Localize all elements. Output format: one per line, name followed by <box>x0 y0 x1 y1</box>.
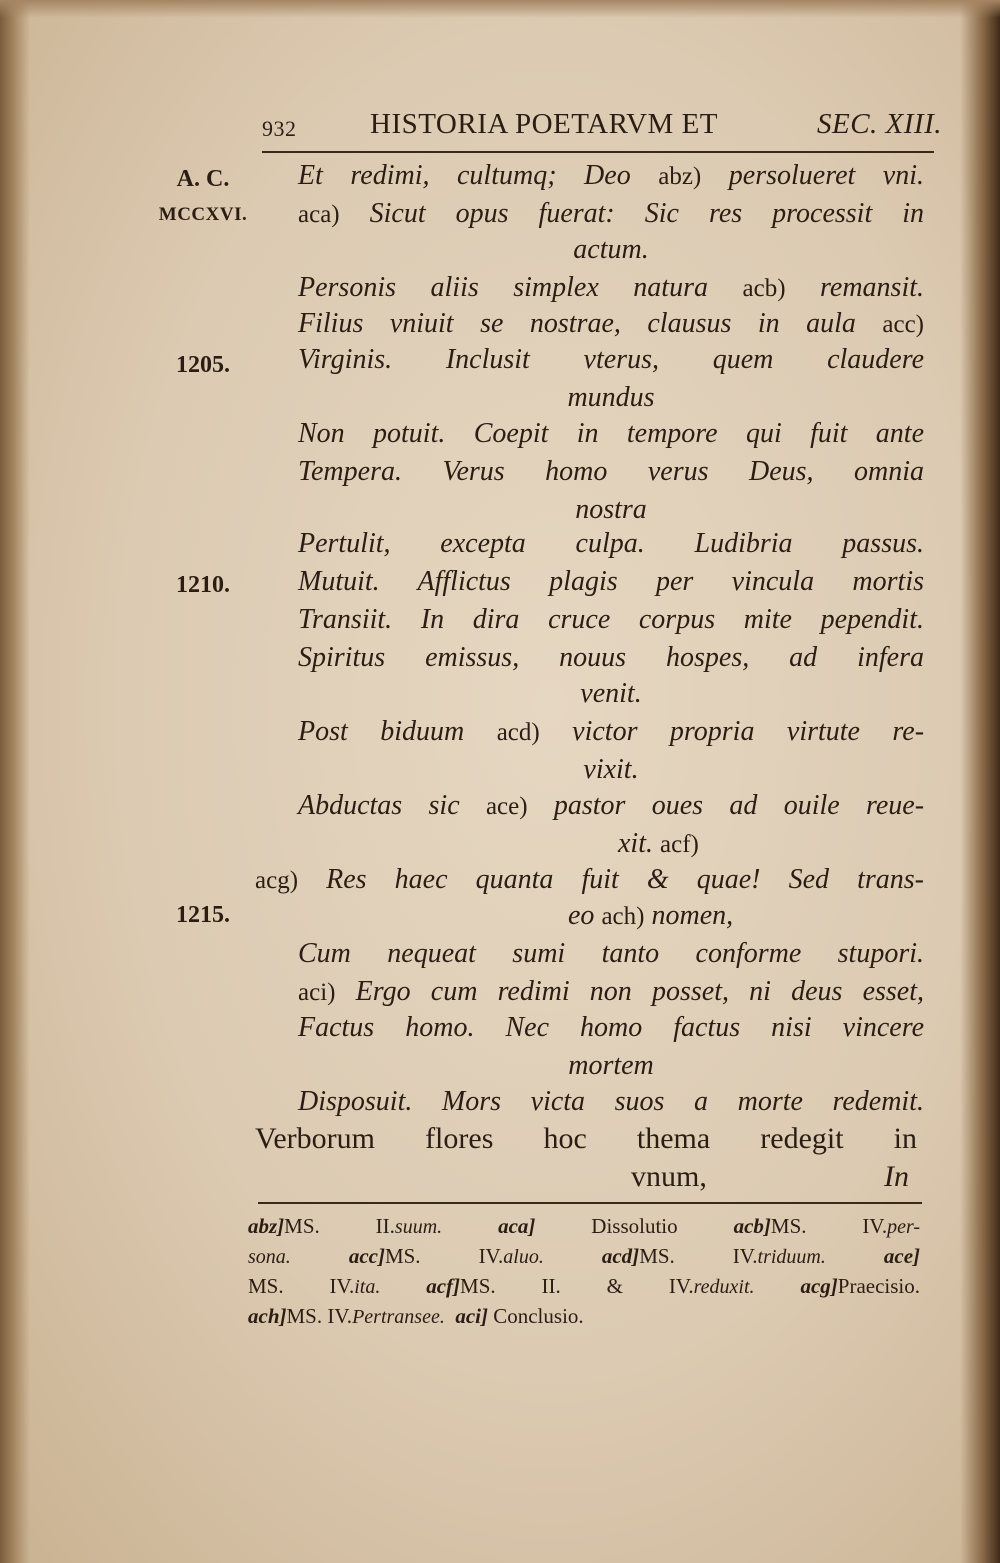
verse-line: Personis aliis simplex natura acb) remansit. <box>298 272 925 303</box>
footnote-line: sona. acc]MS. IV.aluo. acd]MS. IV.triduum. ace] <box>248 1244 921 1268</box>
runover-word: vnum, <box>631 1160 707 1193</box>
verse-line-runover: actum. <box>573 234 649 265</box>
verse-line-runover: venit. <box>580 678 642 709</box>
page-number: 932 <box>262 116 297 141</box>
footnote-line: MS. IV.ita. acf]MS. II. & IV.reduxit. acg]Praecisio. <box>248 1274 921 1298</box>
verse-line: acg) Res haec quanta fuit & quae! Sed trans- <box>255 864 924 895</box>
verse-line: Post biduum acd) victor propria virtute re- <box>298 716 925 747</box>
header-rule <box>262 151 934 153</box>
verse-line: Et redimi, cultumq; Deo abz) persolueret vni. <box>298 160 925 191</box>
verse-line: Cum nequeat sumi tanto conforme stupori. <box>298 938 924 969</box>
verse-line: Spiritus emissus, nouus hospes, ad infera <box>298 642 924 673</box>
verse-line: Mutuit. Afflictus plagis per vincula mortis <box>298 566 924 597</box>
page-edge-left-shadow <box>0 0 30 1563</box>
verse-line-runover: xit. acf) <box>618 828 699 859</box>
page-edge-right-shadow <box>960 0 1000 1563</box>
footnote-line: abz]MS. II.suum. aca] Dissolutio acb]MS. IV.per- <box>248 1214 921 1238</box>
verse-line: Disposuit. Mors victa suos a morte redemit. <box>298 1086 924 1117</box>
verse-line: Transiit. In dira cruce corpus mite pependit. <box>298 604 924 635</box>
running-title: HISTORIA POETARVM ET <box>370 108 719 140</box>
verse-line: Factus homo. Nec homo factus nisi vincere <box>298 1012 924 1043</box>
catchword: In <box>884 1160 909 1193</box>
verse-line: Tempera. Verus homo verus Deus, omnia <box>298 456 924 487</box>
verse-line: Non potuit. Coepit in tempore qui fuit ante <box>298 418 924 449</box>
page-edge-top-shadow <box>0 0 1000 18</box>
verse-line-runover: vixit. <box>583 754 639 785</box>
verse-line: Abductas sic ace) pastor oues ad ouile reue- <box>298 790 925 821</box>
margin-line-number-1210: 1210. <box>176 572 230 598</box>
footnote-line: ach]MS. IV.Pertransee. aci] Conclusio. <box>248 1304 584 1328</box>
verse-line: Virginis. Inclusit vterus, quem claudere <box>298 344 924 375</box>
prose-line: Verborum flores hoc thema redegit in <box>255 1122 917 1155</box>
margin-line-number-1215: 1215. <box>176 902 230 928</box>
verse-line: Pertulit, excepta culpa. Ludibria passus. <box>298 528 924 559</box>
running-header <box>262 108 942 148</box>
verse-line: Filius vniuit se nostrae, clausus in aula acc) <box>298 308 924 339</box>
verse-line: aca) Sicut opus fuerat: Sic res processit in <box>298 198 925 229</box>
margin-anno-christi: A. C. <box>176 166 230 192</box>
footnote-rule <box>258 1202 922 1204</box>
section-label: SEC. XIII. <box>817 108 942 140</box>
verse-line-runover: nostra <box>575 494 647 525</box>
verse-line-runover: mundus <box>567 382 655 413</box>
verse-line: aci) Ergo cum redimi non posset, ni deus esset, <box>298 976 924 1007</box>
verse-line-runover: mortem <box>568 1050 654 1081</box>
margin-year-roman: MCCXVI. <box>158 204 248 225</box>
verse-line-runover: eo ach) nomen, <box>568 900 734 931</box>
prose-line-end <box>255 1160 917 1198</box>
margin-line-number-1205: 1205. <box>176 352 230 378</box>
